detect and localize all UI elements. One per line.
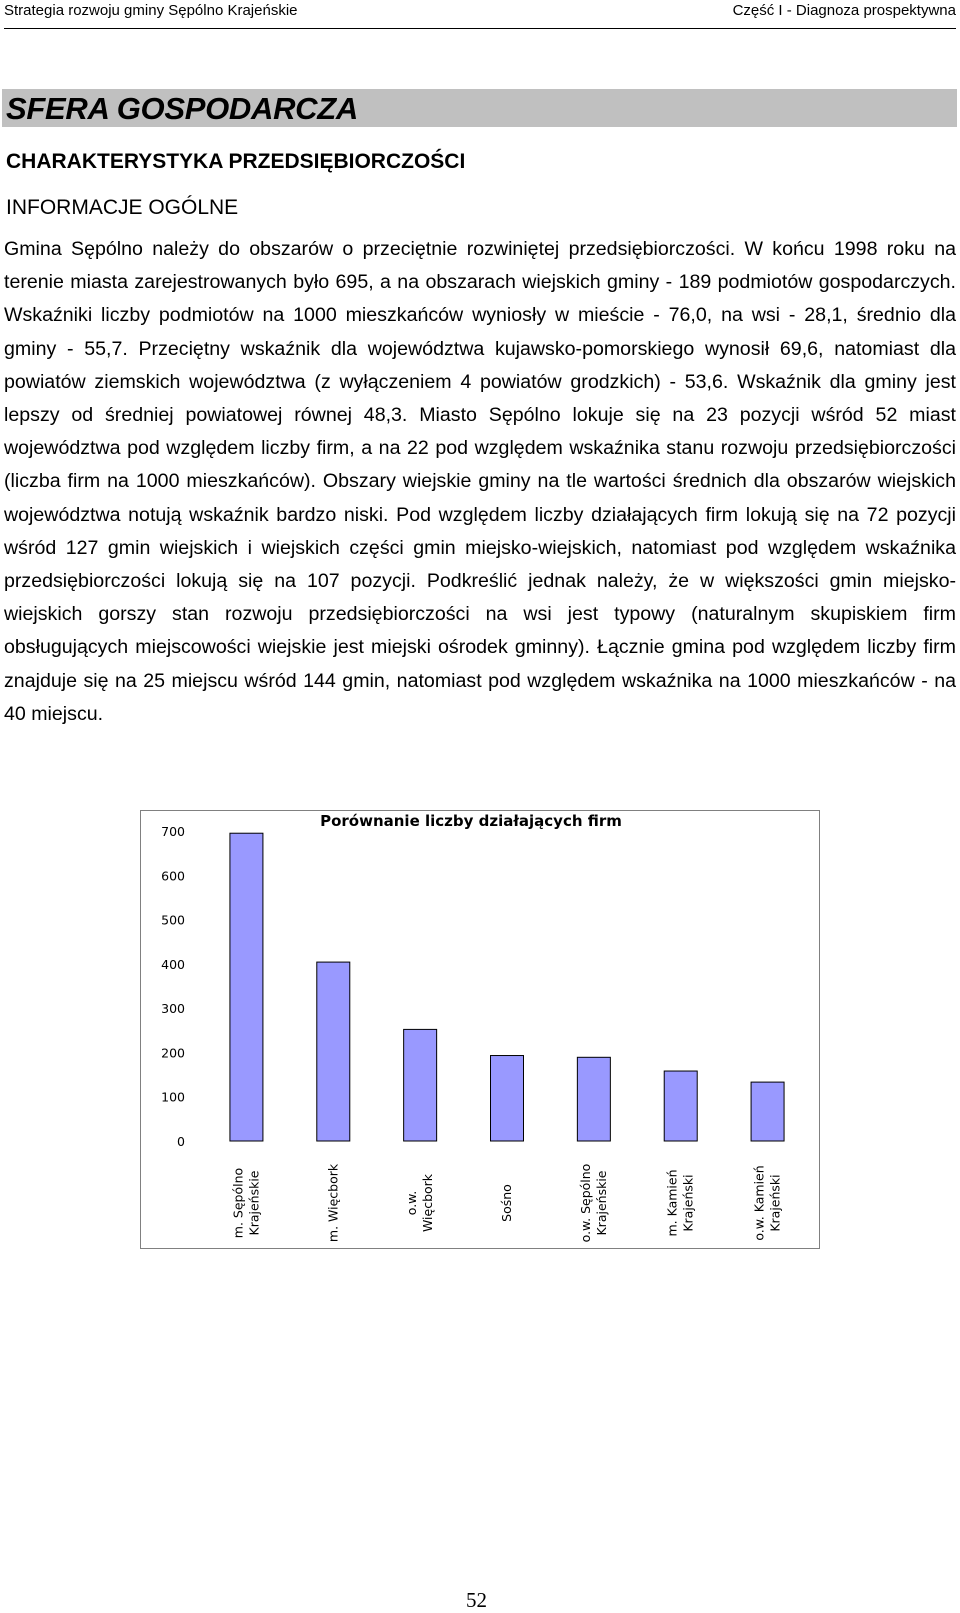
y-tick-label: 0 [177,1134,185,1149]
y-tick-label: 100 [161,1089,185,1105]
x-tick-label-line: Krajeńskie [593,1170,609,1236]
x-tick-label-line: Krajeński [680,1174,696,1232]
x-tick-label [404,1173,435,1232]
chart-svg [141,811,819,1248]
x-tick-label [752,1165,783,1240]
x-tick-label [325,1163,340,1242]
x-tick-label [578,1164,609,1243]
y-tick-label: 300 [161,1001,185,1017]
page-number: 52 [466,1588,487,1612]
section-title: SFERA GOSPODARCZA [6,91,358,126]
x-tick-label [665,1169,696,1236]
body-paragraph: Gmina Sępólno należy do obszarów o przeciętnie rozwiniętej przedsiębiorczości. W końcu 1998 roku na terenie miasta zarejestrowanych było 695, a na obszarach wiejskich gminy - 189 podmiotów gospodarczych. Wskaźniki liczby podmiotów na 1000 mieszkańców wyniosły w mieście - 76,0, na wsi - 28,1, średnio dla gminy - 55,7. Przeciętny wskaźnik dla województwa kujawsko-pomorskiego wynosił 69,6, natomiast dla powiatów ziemskich województwa (z wyłączeniem 4 powiatów grodzkich) - 53,6. Wskaźnik dla gminy jest lepszy od średniej powiatowej równej 48,3. Miasto Sępólno lokuje się na 23 pozycji wśród 52 miast województwa pod względem liczby firm, a na 22 pod względem wskaźnika stanu rozwoju przedsiębiorczości (liczba firm na 1000 mieszkańców). Obszary wiejskie gminy na tle wartości średnich dla obszarów wiejskich województwa notują wskaźnik bardzo niski. Pod względem liczby działających firm lokują się na 72 pozycji wśród 127 gmin wiejskich i wiejskich części gmin miejsko-wiejskich, natomiast pod względem wskaźnika przedsiębiorczości lokują się na 107 pozycji. Podkreślić jednak należy, że w większości gmin miejsko-wiejskich gorszy stan rozwoju przedsiębiorczości na wsi jest typowy (naturalnym skupiskiem firm obsługujących miejscowości wiejskie jest miejski ośrodek gminny). Łącznie gmina pod względem liczby firm znajduje się na 25 miejscu wśród 144 gmin, natomiast pod względem wskaźnika na 1000 mieszkańców - na 40 miejscu. [4,238,956,725]
y-tick-label: 200 [161,1045,185,1061]
chart-bar [317,962,350,1141]
x-tick-label-line: m. Kamień [664,1169,680,1237]
x-tick-label-line: o.w. Sępólno [577,1163,593,1243]
chart-bar [230,833,263,1141]
subsubsection-title: INFORMACJE OGÓLNE [6,196,239,219]
x-tick-label-line: Sośno [499,1184,514,1222]
x-tick-label-line: Krajeński [767,1174,783,1232]
x-tick-label-line: m. Więcbork [325,1163,341,1243]
chart-title: Porównanie liczby działających firm [320,812,622,830]
y-tick-label: 500 [161,912,185,928]
bar-chart [140,810,820,1249]
y-tick-label: 700 [161,824,185,839]
header-left: Strategia rozwoju gminy Sępólno Krajeńskie [4,2,298,19]
subsection-title: CHARAKTERYSTYKA PRZEDSIĘBIORCZOŚCI [6,150,466,173]
x-tick-label [499,1184,514,1222]
chart-bar [404,1029,437,1141]
section-banner [2,89,957,128]
page-header [4,0,956,29]
y-tick-label: 400 [161,956,185,972]
x-tick-label [230,1168,261,1238]
chart-bar [751,1082,784,1141]
header-right: Część I - Diagnoza prospektywna [732,2,956,19]
x-tick-label-line: Krajeńskie [246,1170,262,1236]
chart-bar [577,1057,610,1141]
chart-bar [491,1056,524,1141]
x-tick-label-line: m. Sępólno [230,1167,246,1239]
y-tick-label: 600 [161,868,185,884]
x-tick-label-line: Więcbork [420,1173,436,1233]
x-tick-label-line: o.w. Kamień [751,1165,767,1241]
chart-bar [664,1071,697,1141]
x-tick-label-line: o.w. [404,1190,420,1216]
